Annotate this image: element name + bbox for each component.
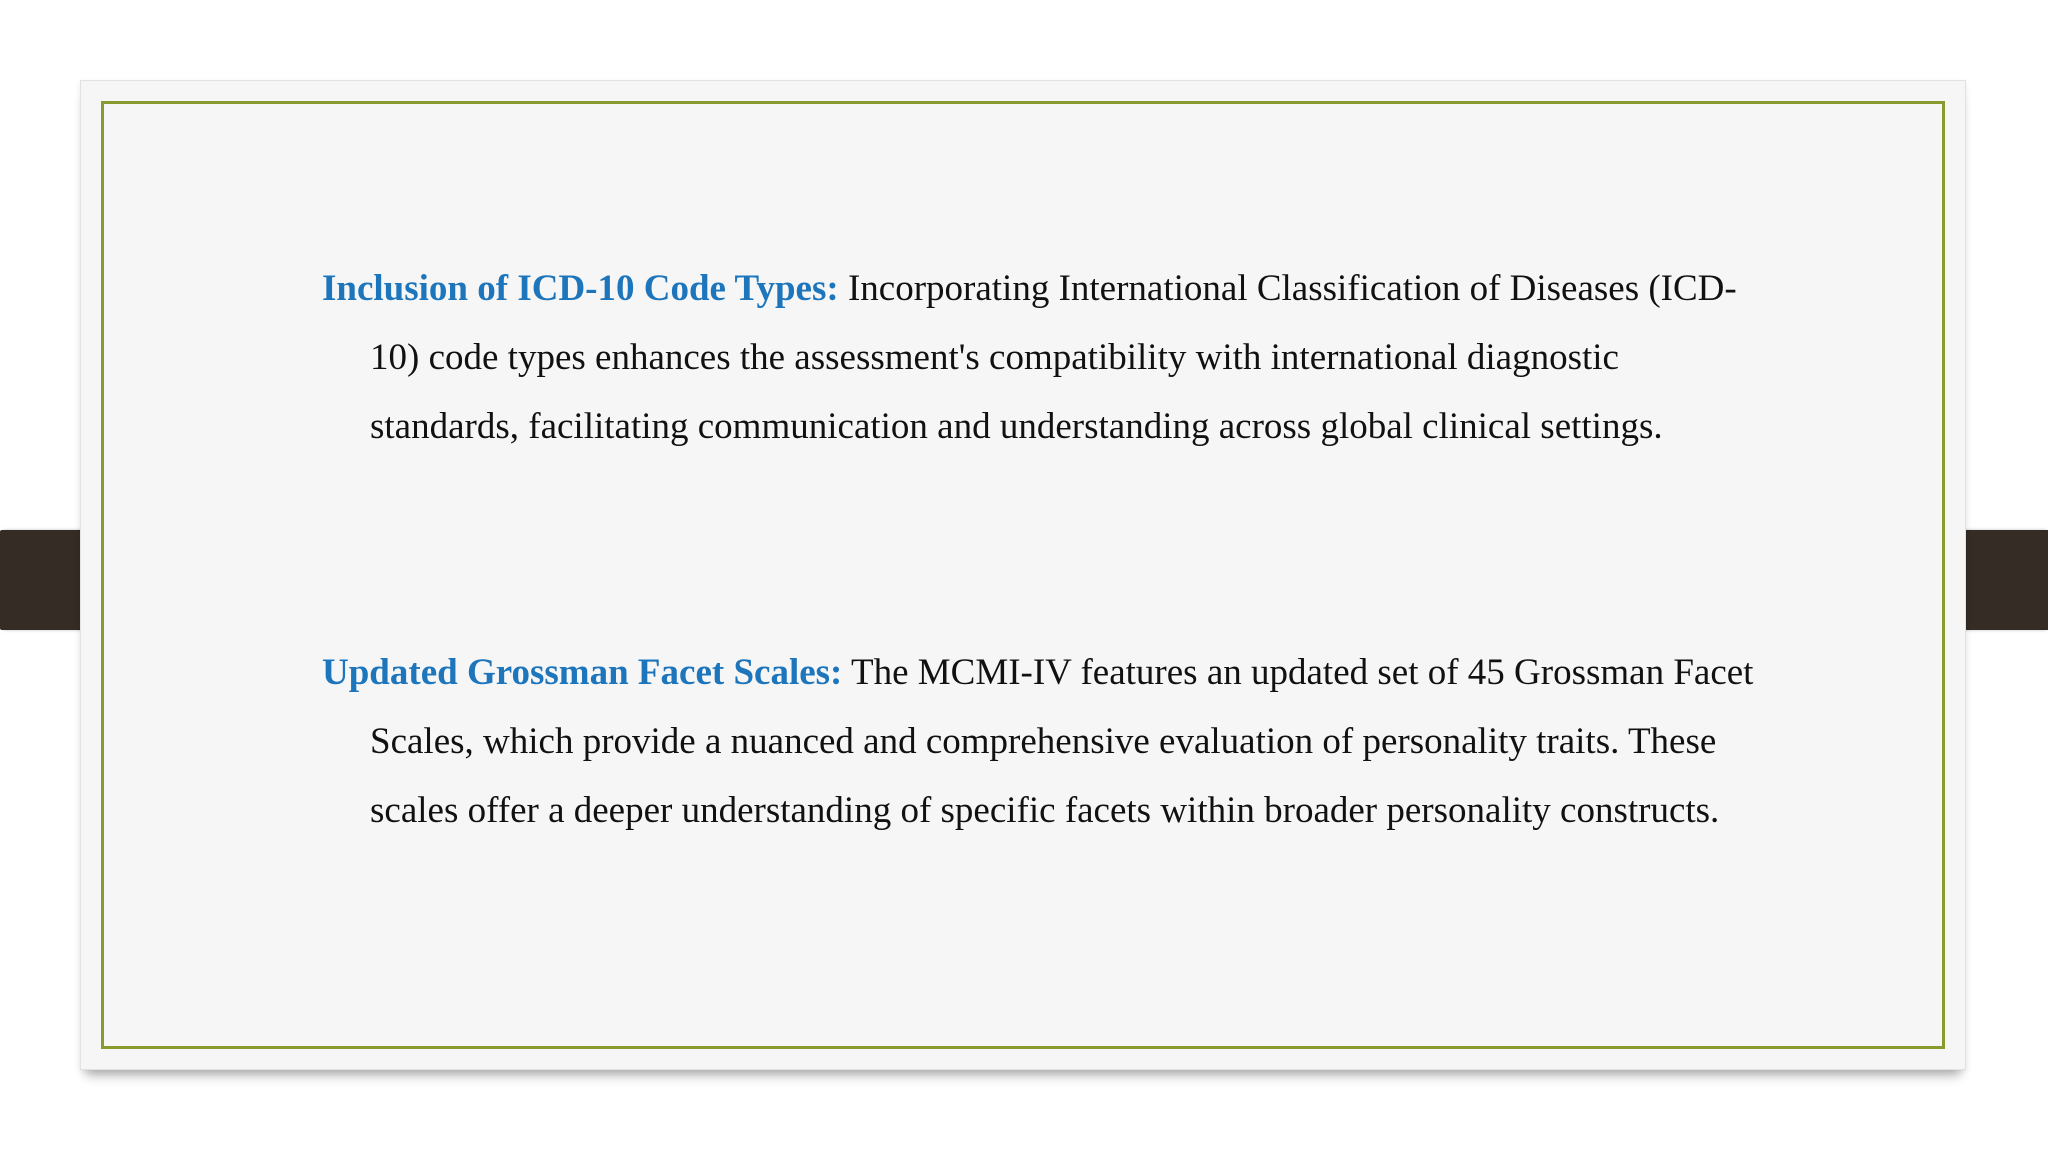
slide-card [80, 80, 1966, 1070]
paragraph-heading: Updated Grossman Facet Scales: [322, 652, 843, 693]
paragraph-icd10 [322, 254, 1770, 461]
paragraph-grossman-facet-scales [322, 638, 1770, 845]
paragraph-body: The MCMI-IV features an updated set of 45 Grossman Facet Scales, which provide a nuanced and comprehensive evaluation of personality traits. These scales offer a deeper understanding of specific facets within broader personality constructs. [370, 652, 1754, 831]
slide-frame-border [101, 101, 1945, 1049]
paragraph-body: Incorporating International Classification of Diseases (ICD-10) code types enhances the assessment's compatibility with international diagnostic standards, facilitating communication and understanding across global clinical settings. [370, 268, 1737, 447]
paragraph-heading: Inclusion of ICD-10 Code Types: [322, 268, 839, 309]
